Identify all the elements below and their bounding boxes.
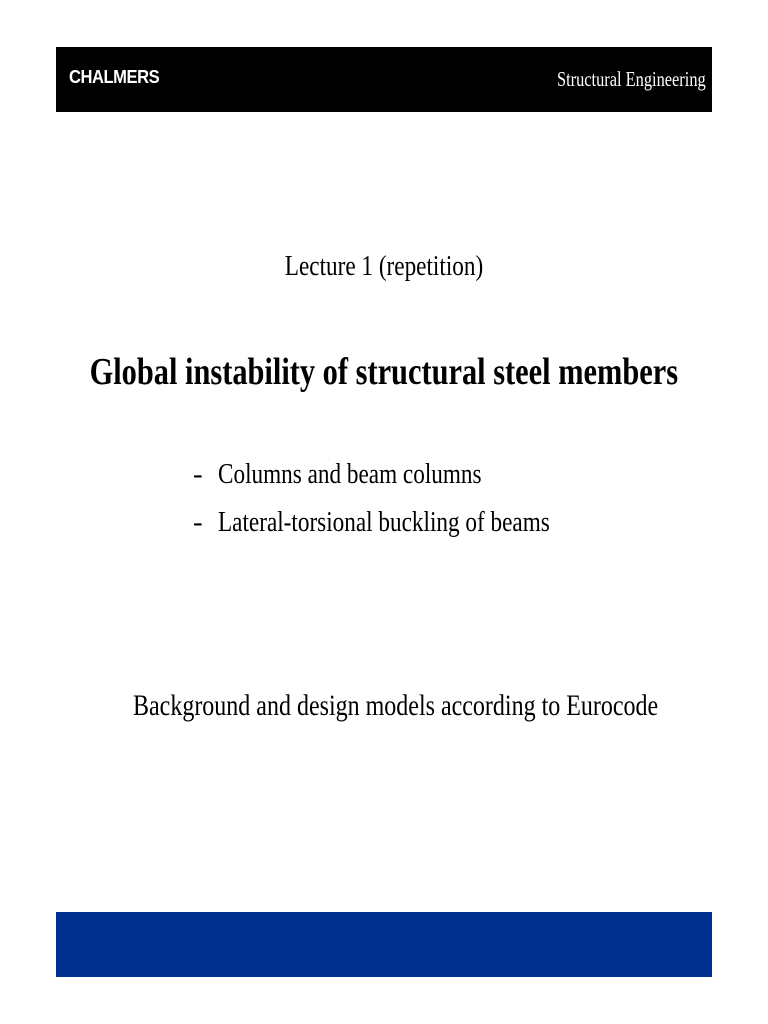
header-bar — [56, 47, 712, 112]
list-item — [193, 450, 633, 498]
topic-list — [193, 450, 633, 546]
list-item-text: Lateral-torsional buckling of beams — [218, 505, 550, 538]
list-item — [193, 498, 633, 546]
background-note: Background and design models according to Eurocode — [133, 689, 659, 722]
bullet-marker: - — [193, 457, 203, 490]
department-label: Structural Engineering — [557, 67, 706, 91]
slide-title — [0, 350, 768, 394]
lecture-subtitle — [0, 250, 768, 283]
footer-bar — [56, 912, 712, 977]
slide-title-text: Global instability of structural steel members — [89, 351, 679, 393]
list-item-text: Columns and beam columns — [218, 457, 482, 490]
bullet-marker: - — [193, 505, 203, 538]
brand-logo-text: CHALMERS — [69, 67, 160, 87]
lecture-subtitle-text: Lecture 1 (repetition) — [284, 250, 484, 282]
